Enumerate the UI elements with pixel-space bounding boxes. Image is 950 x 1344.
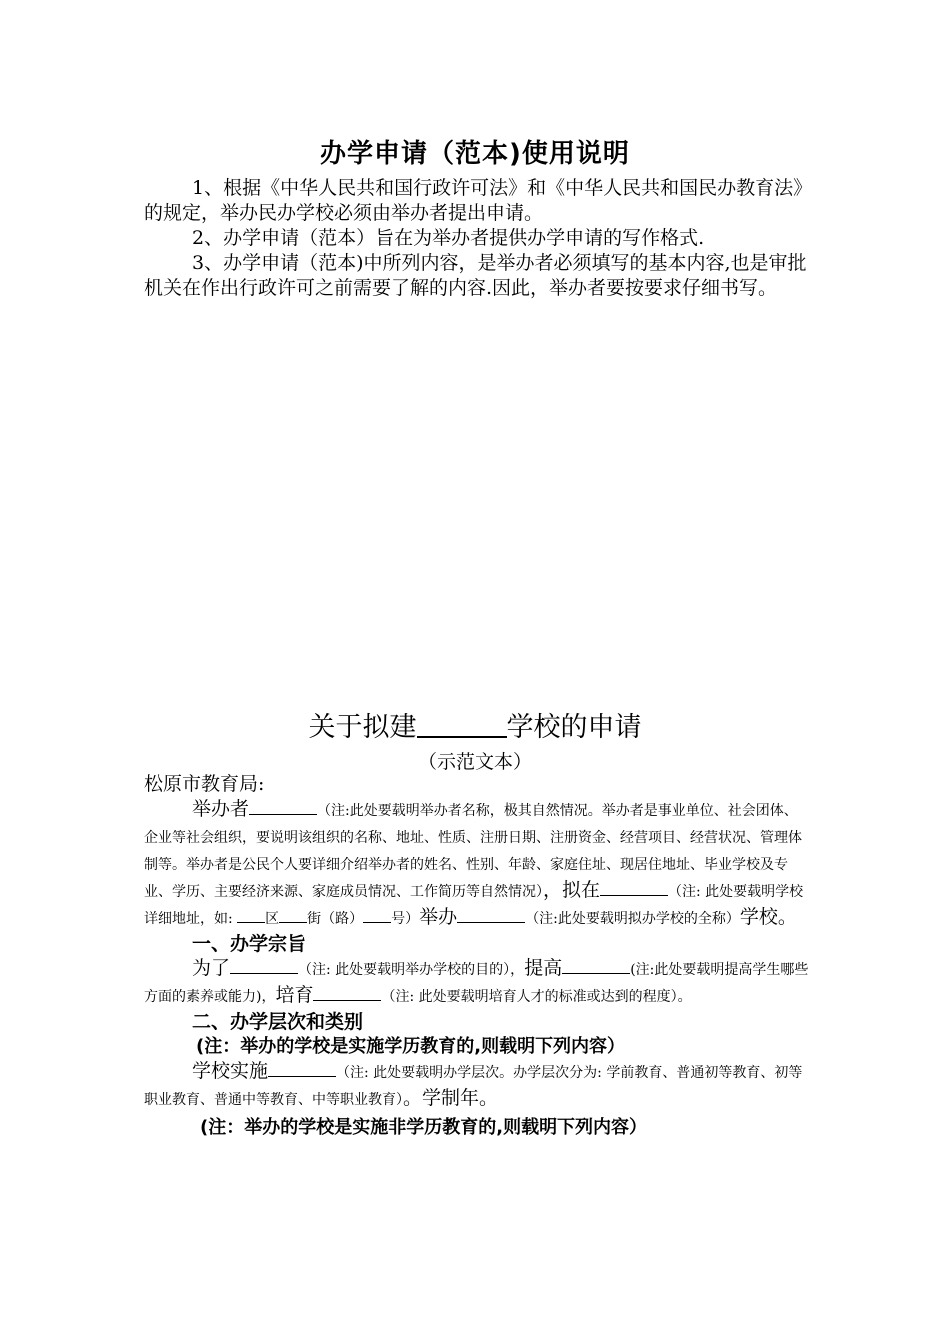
sponsor-paragraph (144, 797, 810, 932)
improve-note: (注:此处要载明提高学生哪些方面的素养或能力)， (144, 962, 809, 1005)
location-lead: ，拟在 (543, 879, 601, 901)
school-name-blank (417, 712, 507, 738)
district-blank (237, 905, 265, 923)
application-title-suffix: 学校的申请 (506, 712, 642, 743)
purpose-blank (230, 956, 298, 974)
instruction-item-2: 2、办学申请（范本）旨在为举办者提供办学申请的写作格式. (192, 227, 705, 249)
level-paragraph: 学校实施 （注: 此处要载明办学层次。办学层次分为: 学前教育、普通初等教育、初等职业教育、普通中等教育、中等职业教育）。学制年。 (144, 1060, 803, 1109)
sponsor-note: （注:此处要载明举办者名称，极其自然情况。举办者是事业单位、社会团体、企业等社会组织，要说明该组织的名称、地址、性质、注册日期、注册资金、经营项目、经营状况、管理体制等。举办者是公民个人要详细介绍举办者的姓名、性别、年龄、家庭住址、现居住地址、毕业学校及专业、学历、主要经济来源、家庭成员情况、工作简历等自然情况） (144, 803, 802, 900)
instructions-body (144, 176, 808, 301)
application-subtitle: （示范文本） (417, 751, 532, 773)
addressee: 松原市教育局: (144, 773, 265, 795)
section-purpose-heading: 一、办学宗旨 (192, 933, 307, 955)
level-blank (268, 1059, 336, 1077)
full-name-blank (457, 905, 525, 923)
non-academic-note: (注：举办的学校是实施非学历教育的,则载明下列内容） (200, 1117, 648, 1138)
address-blank (600, 878, 668, 896)
level-note: （注: 此处要载明办学层次。办学层次分为: 学前教育、普通初等教育、初等职业教育、普通中等教育、中等职业教育） (144, 1065, 803, 1108)
sponsor-blank (249, 797, 317, 815)
cultivate-blank (313, 983, 381, 1001)
section-level-heading: 二、办学层次和类别 (192, 1011, 364, 1033)
sponsor-lead: 举办者 (192, 798, 250, 820)
full-name-note: （注:此处要载明拟办学校的全称） (525, 911, 740, 927)
purpose-note: （注: 此处要载明举办学校的目的）， (298, 962, 525, 978)
instruction-item-3: 3、办学申请（范本)中所列内容，是举办者必须填写的基本内容,也是审批机关在作出行政许可之前需要了解的内容.因此，举办者要按要求仔细书写。 (144, 252, 807, 299)
application-title (0, 705, 950, 744)
purpose-paragraph: 为了 （注: 此处要载明举办学校的目的），提高 (注:此处要载明提高学生哪些方面的素养或能力)，培育 （注: 此处要载明培育人才的标准或达到的程度）。 (144, 957, 809, 1006)
street-blank (279, 905, 307, 923)
instructions-title: 办学申请（范本)使用说明 (320, 139, 630, 169)
cultivate-note: （注: 此处要载明培育人才的标准或达到的程度）。 (381, 989, 692, 1005)
address-note: （注: 此处要载明学校详细地址，如: 区 街（路） 号） (144, 884, 804, 927)
sponsor-verb: 举办 (419, 906, 458, 928)
application-body (144, 772, 810, 1140)
sponsor-end: 学校。 (739, 906, 797, 928)
application-title-prefix: 关于拟建 (308, 712, 417, 743)
improve-blank (562, 956, 630, 974)
number-blank (363, 905, 391, 923)
instruction-item-1: 1、根据《中华人民共和国行政许可法》和《中华人民共和国民办教育法》的规定，举办民办学校必须由举办者提出申请。 (144, 177, 803, 224)
academic-note: (注：举办的学校是实施学历教育的,则载明下列内容） (196, 1036, 626, 1057)
